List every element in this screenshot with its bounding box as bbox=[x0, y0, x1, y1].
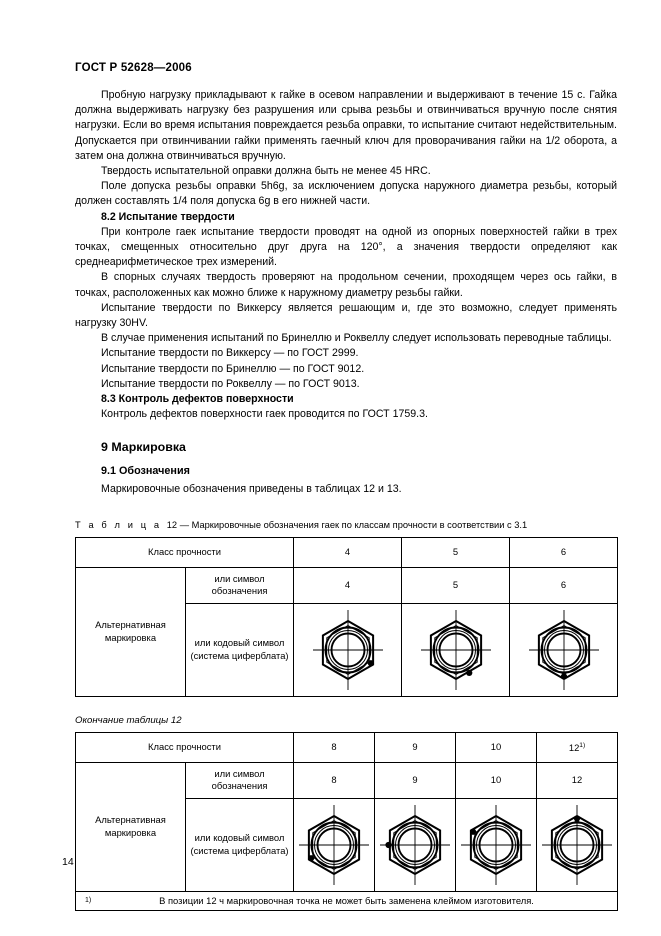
nut-clock-icon bbox=[512, 608, 615, 692]
table12-class-2: 6 bbox=[510, 537, 618, 567]
paragraph-proof-load: Пробную нагрузку прикладывают к гайке в осевом направлении и выдерживают в течение 15 с. Гайка должна выдерживать нагрузку без разрушения или срыва резьбы и отвинчиваться вручную после снятия нагрузки. Если во время испытания повреждается резьба оправки, то испытание считают недействительным. Допускается при отвинчивании гайки применять гаечный ключ для проворачивания гайки на 1/2 оборота, а затем она должна отвинчиваться вручную. bbox=[75, 89, 617, 162]
table12-label-alternative-marking: Альтернативная маркировка bbox=[76, 567, 186, 696]
nut-clock-icon bbox=[404, 608, 507, 692]
table12cont-nut-diagram-0 bbox=[294, 798, 375, 891]
heading-9-1: 9.1 Обозначения bbox=[101, 465, 190, 478]
table12-caption bbox=[75, 519, 617, 532]
table12cont-nut-diagram-1 bbox=[375, 798, 456, 891]
paragraph-9-1-1: Маркировочные обозначения приведены в таблицах 12 и 13. bbox=[101, 482, 402, 495]
standard-designation-header: ГОСТ Р 52628—2006 bbox=[75, 62, 192, 74]
table12-symbol-1: 5 bbox=[402, 567, 510, 603]
paragraph-8-2-3: Испытание твердости по Виккерсу является решающим и, где это возможно, следует применять нагрузку 30HV. bbox=[75, 301, 617, 330]
table-row bbox=[76, 762, 618, 798]
table12-class-1: 5 bbox=[402, 537, 510, 567]
footnote-text: В позиции 12 ч маркировочная точка не может быть заменена клеймом изготовителя. bbox=[159, 894, 534, 906]
table12cont-symbol-1: 9 bbox=[375, 762, 456, 798]
table12cont-symbol-0: 8 bbox=[294, 762, 375, 798]
table-row bbox=[76, 891, 618, 910]
table12-class-0: 4 bbox=[294, 537, 402, 567]
paragraph-thread-tolerance: Поле допуска резьбы оправки 5h6g, за исключением допуска наружного диаметра резьбы, который должен составлять 1/4 поля допуска 6g в его нижней части. bbox=[75, 180, 617, 208]
table-12-continued bbox=[75, 732, 618, 911]
nut-clock-icon bbox=[377, 803, 453, 887]
paragraph-brinell-ref: Испытание твердости по Бринеллю — по ГОСТ 9012. bbox=[101, 362, 365, 375]
table12-caption-number: 12 — bbox=[166, 519, 189, 530]
table12cont-class-0: 8 bbox=[294, 732, 375, 762]
table12-nut-diagram-2 bbox=[510, 603, 618, 696]
table12-label-or-code-symbol: или кодовый символ (система циферблата) bbox=[186, 603, 294, 696]
table12cont-class-3-value: 12 bbox=[568, 742, 580, 754]
table12cont-label-or-code-symbol: или кодовый символ (система циферблата) bbox=[186, 798, 294, 891]
table-row bbox=[76, 537, 618, 567]
paragraph-vickers-ref: Испытание твердости по Виккерсу — по ГОСТ 2999. bbox=[101, 347, 359, 360]
table12-symbol-0: 4 bbox=[294, 567, 402, 603]
table12cont-footnote bbox=[76, 891, 618, 910]
paragraph-8-2-1: При контроле гаек испытание твердости проводят на одной из опорных поверхностей гайки в трех точках, смещенных относительно друг друга на 120°, а значения твердости определяют как среднеарифметическое трех измерений. bbox=[75, 225, 617, 269]
table12cont-class-3 bbox=[537, 732, 618, 762]
table12-caption-text: Маркировочные обозначения гаек по классам прочности в соответствии с 3.1 bbox=[191, 519, 528, 530]
footnote-ref-marker: 1) bbox=[579, 742, 586, 750]
table12cont-symbol-2: 10 bbox=[456, 762, 537, 798]
table12-caption-label: Т а б л и ц а bbox=[75, 519, 162, 530]
table12-continuation-caption: Окончание таблицы 12 bbox=[75, 714, 182, 726]
table12-header-strength-class: Класс прочности bbox=[76, 537, 294, 567]
table12cont-nut-diagram-3 bbox=[537, 798, 618, 891]
nut-clock-icon bbox=[296, 608, 399, 692]
table12cont-symbol-3: 12 bbox=[537, 762, 618, 798]
table12-nut-diagram-0 bbox=[294, 603, 402, 696]
table-row bbox=[76, 732, 618, 762]
table12cont-label-alternative-marking: Альтернативная маркировка bbox=[76, 762, 186, 891]
paragraph-8-3-1: Контроль дефектов поверхности гаек проводится по ГОСТ 1759.3. bbox=[101, 408, 428, 421]
nut-clock-icon bbox=[296, 803, 372, 887]
table12-symbol-2: 6 bbox=[510, 567, 618, 603]
heading-clause-9: 9 Маркировка bbox=[101, 440, 186, 455]
heading-8-2: 8.2 Испытание твердости bbox=[101, 210, 235, 223]
table-12 bbox=[75, 537, 618, 697]
heading-8-3: 8.3 Контроль дефектов поверхности bbox=[101, 393, 294, 406]
nut-clock-icon bbox=[539, 803, 615, 887]
table12cont-class-2: 10 bbox=[456, 732, 537, 762]
table12cont-header-strength-class: Класс прочности bbox=[76, 732, 294, 762]
paragraph-8-2-2: В спорных случаях твердость проверяют на продольном сечении, проходящем через ось гайки, в точках, расположенных как можно ближе к наружному диаметру резьбы гайки. bbox=[75, 271, 617, 299]
table12cont-class-1: 9 bbox=[375, 732, 456, 762]
table12-nut-diagram-1 bbox=[402, 603, 510, 696]
paragraph-mandrel-hardness: Твердость испытательной оправки должна быть не менее 45 HRC. bbox=[101, 165, 431, 178]
table12cont-label-or-symbol: или символ обозначения bbox=[186, 762, 294, 798]
page-number: 14 bbox=[62, 856, 74, 868]
nut-clock-icon bbox=[458, 803, 534, 887]
table12cont-nut-diagram-2 bbox=[456, 798, 537, 891]
paragraph-8-2-4: В случае применения испытаний по Бринеллю и Роквеллу следует использовать переводные таблицы. bbox=[101, 332, 612, 345]
page-content bbox=[75, 88, 617, 911]
table-row bbox=[76, 567, 618, 603]
paragraph-rockwell-ref: Испытание твердости по Роквеллу — по ГОСТ 9013. bbox=[101, 377, 360, 390]
footnote-marker: 1) bbox=[85, 896, 92, 904]
table12-label-or-symbol: или символ обозначения bbox=[186, 567, 294, 603]
